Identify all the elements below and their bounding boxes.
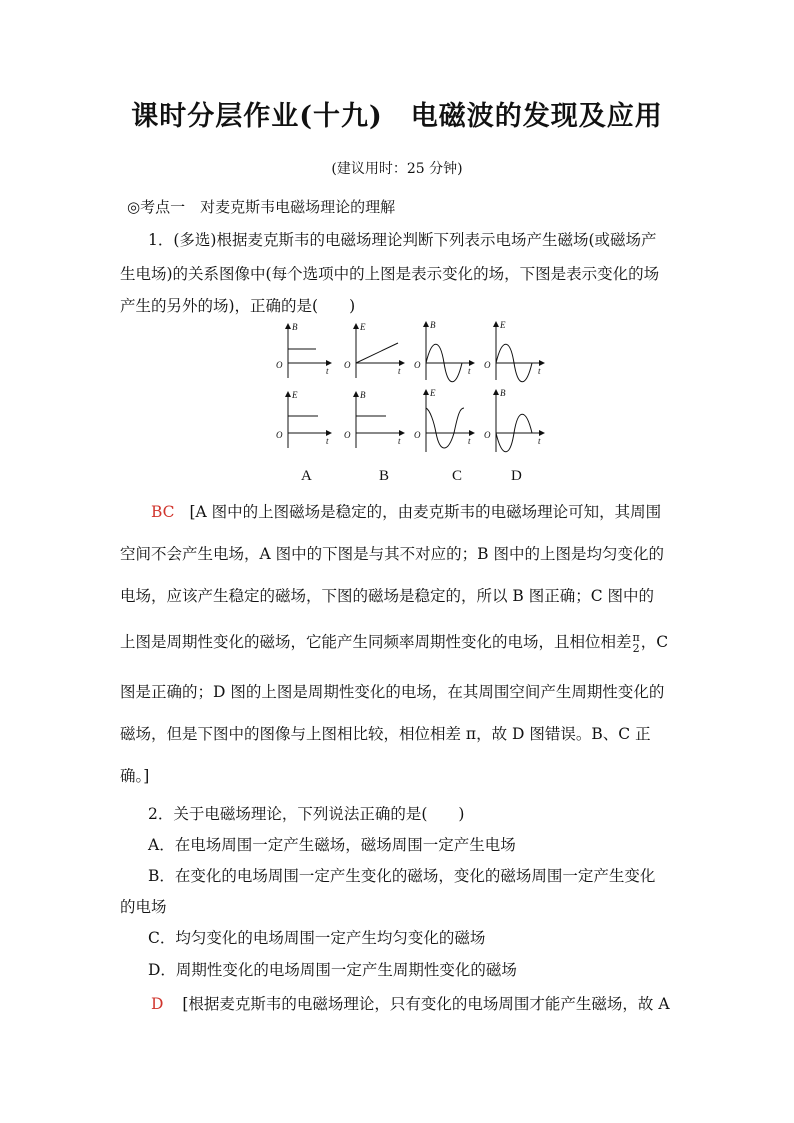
field-graphs-figure <box>268 318 558 456</box>
graph-d-bottom-origin: O <box>484 430 491 440</box>
graph-d-top-t: t <box>538 366 541 376</box>
explanation-line-4-tail: ，C <box>640 633 669 651</box>
graph-d-top-label: E <box>500 320 506 330</box>
question-1-line-3: 产生的另外的场)，正确的是( ) <box>120 297 356 315</box>
explanation-line-6: 磁场，但是下图中的图像与上图相比较，相位相差 π，故 D 图错误。B、C 正 <box>120 725 651 743</box>
fraction-denominator: 2 <box>632 642 640 655</box>
graph-b-bottom-origin: O <box>344 430 351 440</box>
graph-b-bottom-label: B <box>360 390 366 400</box>
question-2-stem: 2．关于电磁场理论，下列说法正确的是( ) <box>148 805 465 823</box>
graph-c-bottom-t: t <box>468 436 471 446</box>
question-1-line-1: 1．(多选)根据麦克斯韦的电磁场理论判断下列表示电场产生磁场(或磁场产 <box>148 231 657 249</box>
question-2-option-a: A．在电场周围一定产生磁场，磁场周围一定产生电场 <box>148 836 516 854</box>
explanation-line-4-text: 上图是周期性变化的磁场，它能产生同频率周期性变化的电场，且相位相差 <box>120 633 632 651</box>
answer-key-q1: BC <box>151 503 175 521</box>
explanation-line-7: 确。] <box>120 767 150 785</box>
answer-key-q2: D <box>151 995 164 1013</box>
explanation-line-2: 空间不会产生电场，A 图中的下图是与其不对应的；B 图中的上图是均匀变化的 <box>120 545 664 563</box>
explanation-line-3: 电场，应该产生稳定的磁场，下图的磁场是稳定的，所以 B 图正确；C 图中的 <box>120 587 655 605</box>
graph-d-top-origin: O <box>484 360 491 370</box>
graph-a-top <box>288 324 331 378</box>
graph-a-top-origin: O <box>276 360 283 370</box>
question-2-option-b-cont: 的电场 <box>120 898 167 916</box>
graph-c-bottom <box>426 390 474 452</box>
explanation-line-5: 图是正确的；D 图的上图是周期性变化的电场，在其周围空间产生周期性变化的 <box>120 683 665 701</box>
graph-b-top-t: t <box>398 366 401 376</box>
graph-c-bottom-label: E <box>430 388 436 398</box>
graph-c-top-t: t <box>468 366 471 376</box>
question-2-explanation: [根据麦克斯韦的电磁场理论，只有变化的电场周围才能产生磁场，故 A <box>182 995 670 1013</box>
section-heading: ◎考点一 对麦克斯韦电磁场理论的理解 <box>127 198 396 216</box>
graph-c-top <box>426 322 474 382</box>
graph-c-bottom-origin: O <box>414 430 421 440</box>
graph-b-bottom <box>356 392 404 448</box>
graph-d-bottom <box>496 390 544 452</box>
option-label-a: A <box>301 468 312 484</box>
option-label-d: D <box>511 468 522 484</box>
graph-a-top-label: B <box>292 322 298 332</box>
question-2-option-d: D．周期性变化的电场周围一定产生周期性变化的磁场 <box>148 961 517 979</box>
page-subtitle: (建议用时：25 分钟) <box>331 161 463 177</box>
question-1-line-2: 生电场)的关系图像中(每个选项中的上图是表示变化的场，下图是表示变化的场 <box>120 265 660 283</box>
graph-a-top-t: t <box>326 366 329 376</box>
graph-a-bottom-origin: O <box>276 430 283 440</box>
graph-c-top-origin: O <box>414 360 421 370</box>
graph-c-top-label: B <box>430 320 436 330</box>
pi-over-2-fraction <box>633 632 640 654</box>
graph-d-bottom-label: B <box>500 388 506 398</box>
graph-d-bottom-t: t <box>538 436 541 446</box>
explanation-line-1: [A 图中的上图磁场是稳定的，由麦克斯韦的电磁场理论可知，其周围 <box>189 503 662 521</box>
graph-b-top-origin: O <box>344 360 351 370</box>
question-2-option-c: C．均匀变化的电场周围一定产生均匀变化的磁场 <box>148 929 486 947</box>
graph-b-top-label: E <box>360 322 366 332</box>
fraction-numerator: π <box>632 631 640 644</box>
explanation-line-4 <box>120 630 668 654</box>
graph-d-top <box>496 322 544 382</box>
page-title: 课时分层作业(十九) 电磁波的发现及应用 <box>131 101 663 132</box>
question-2-option-b: B．在变化的电场周围一定产生变化的磁场，变化的磁场周围一定产生变化 <box>148 867 656 885</box>
option-label-c: C <box>452 468 463 484</box>
graph-a-bottom-label: E <box>292 390 298 400</box>
graph-a-bottom <box>288 392 331 448</box>
graph-a-bottom-t: t <box>326 436 329 446</box>
option-label-b: B <box>379 468 390 484</box>
graph-b-top <box>356 324 404 378</box>
graph-b-bottom-t: t <box>398 436 401 446</box>
